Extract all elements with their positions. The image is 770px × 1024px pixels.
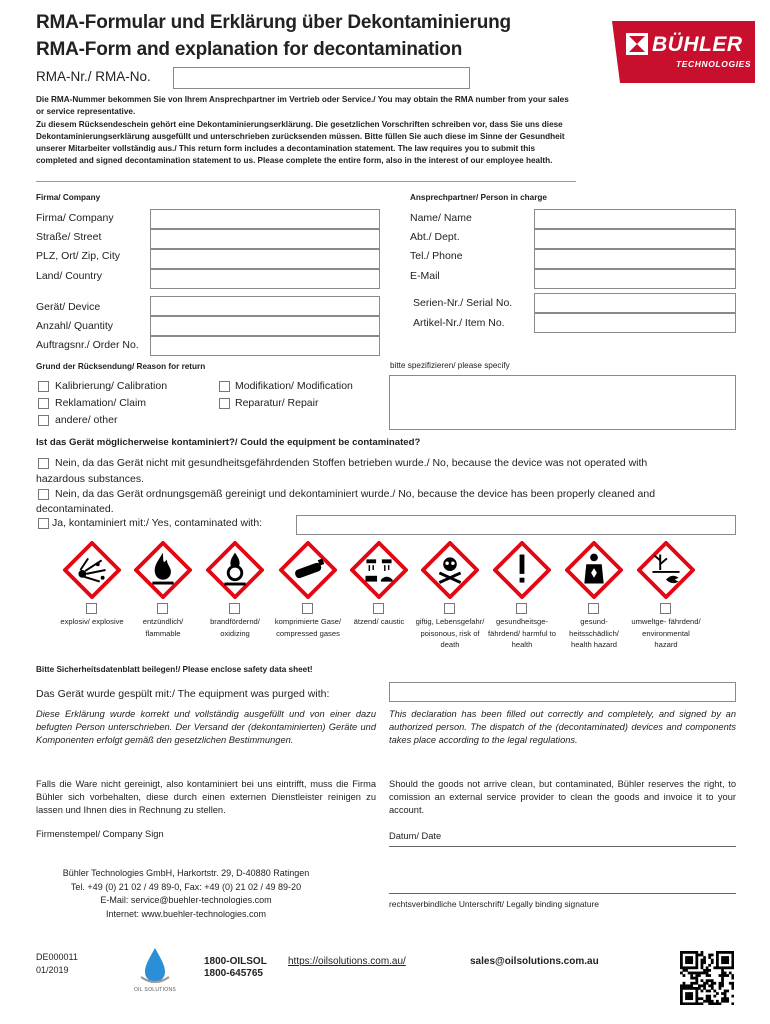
address-line-1: Bühler Technologies GmbH, Harkortstr. 29, D-40880 Ratingen <box>62 868 310 878</box>
address-line-3: E-Mail: service@buehler-technologies.com <box>100 895 272 905</box>
intro-rma-note: Die RMA-Nummer bekommen Sie von Ihrem Ansprechpartner im Vertrieb oder Service./ You may obtain the RMA number from your sales or service representative. <box>36 95 569 116</box>
company-sign-label: Firmenstempel/ Company Sign <box>36 829 164 839</box>
purged-label: Das Gerät wurde gespült mit:/ The equipment was purged with: <box>36 688 330 700</box>
modification-checkbox[interactable] <box>219 381 230 392</box>
cleaned-text-cont: decontaminated. <box>36 503 114 515</box>
claim-checkbox[interactable] <box>38 398 49 409</box>
footer-website-link[interactable]: https://oilsolutions.com.au/ <box>288 956 406 967</box>
dept-input[interactable] <box>534 229 736 249</box>
order-label: Auftragsnr./ Order No. <box>36 339 139 351</box>
claim-label: Reklamation/ Claim <box>55 397 147 409</box>
street-label: Straße/ Street <box>36 231 102 243</box>
email-label: E-Mail <box>410 270 440 282</box>
not-operated-text: Nein, da das Gerät nicht mit gesundheitsgefährdenden Stoffen betrieben wurde./ No, because the device was not operated with <box>55 457 648 469</box>
order-input[interactable] <box>150 336 380 356</box>
other-label: andere/ other <box>55 414 118 426</box>
reason-specify-input[interactable] <box>389 375 736 430</box>
address-line-4: Internet: www.buehler-technologies.com <box>105 908 267 919</box>
title-de: RMA-Formular und Erklärung über Dekontaminierung <box>36 12 511 33</box>
company-heading: Firma/ Company <box>36 193 101 202</box>
hazard-checkbox[interactable] <box>86 603 97 614</box>
title-en: RMA-Form and explanation for decontamination <box>36 39 463 60</box>
phone-block <box>204 956 267 980</box>
logo-name: BÜHLER <box>652 33 743 56</box>
gas-cylinder-icon <box>279 541 337 599</box>
country-input[interactable] <box>150 269 380 289</box>
declaration-en: This declaration has been filled out correctly and completely, and signed by an authorized person. The dispatch of the (decontaminated) devices and components takes place according to the legal regulations. <box>389 709 736 745</box>
footer-phone-2: 1800-645765 <box>204 968 263 979</box>
rma-number-input[interactable] <box>173 67 470 89</box>
company-input[interactable] <box>150 209 380 229</box>
explosive-icon <box>63 541 121 599</box>
doc-id: DE000011 <box>36 952 78 962</box>
rma-label: RMA-Nr./ RMA-No. <box>36 69 151 84</box>
purged-input[interactable] <box>389 682 736 702</box>
hazard-checkbox[interactable] <box>660 603 671 614</box>
date-label: Datum/ Date <box>389 831 442 841</box>
intro-decontamination-note: Zu diesem Rücksendeschein gehört eine Dekontaminierungserklärung. Die gesetzlichen Vorschriften schreiben vor, dass Sie uns diese Dekontaminierungserklärung ausgefüllt und unterschrieben zurücksenden müssen. Bitte füllen Sie auch diese im Sinne der Gesundheit unserer Mitarbeiter vollständig aus./ This return form includes a decontamination statement. The law requires you to submit this completed and signed decontamination statement to us. Please complete the entire form, also in the interest of our employee health. <box>36 120 565 165</box>
hazard-checkbox[interactable] <box>157 603 168 614</box>
contaminated-with-input[interactable] <box>296 515 736 535</box>
health-hazard-icon <box>565 541 623 599</box>
other-checkbox[interactable] <box>38 415 49 426</box>
country-label: Land/ Country <box>36 270 102 282</box>
cleaning-note-en: Should the goods not arrive clean, but contaminated, Bühler reserves the right, to comission an external service provider to clean the goods and invoice it to your account. <box>389 779 736 815</box>
dept-label: Abt./ Dept. <box>410 231 460 243</box>
street-input[interactable] <box>150 229 380 249</box>
footer-phone-1: 1800-OILSOL <box>204 956 267 967</box>
hazard-label: komprimierte Gase/ compressed gases <box>274 617 342 638</box>
quantity-input[interactable] <box>150 316 380 336</box>
calibration-label: Kalibrierung/ Calibration <box>55 380 168 392</box>
serial-input[interactable] <box>534 293 736 313</box>
oil-logo-text: OIL SOLUTIONS <box>133 987 177 993</box>
doc-date: 01/2019 <box>36 965 69 975</box>
phone-input[interactable] <box>534 249 736 269</box>
not-operated-checkbox[interactable] <box>38 458 49 469</box>
sds-note: Bitte Sicherheitsdatenblatt beilegen!/ Please enclose safety data sheet! <box>36 665 313 674</box>
environment-icon <box>637 541 695 599</box>
declaration-de: Diese Erklärung wurde korrekt und vollständig ausgefüllt und von einer dazu befugten Person unterschrieben. Der Versand der (dekontaminierten) Geräte und Komponenten erfolgt gemäß den gesetzlichen Bestimmungen. <box>36 709 376 745</box>
skull-icon <box>421 541 479 599</box>
name-input[interactable] <box>534 209 736 229</box>
hazard-checkbox[interactable] <box>444 603 455 614</box>
signature-line[interactable] <box>389 893 736 894</box>
reason-heading: Grund der Rücksendung/ Reason for return <box>36 362 206 371</box>
qr-code <box>680 951 734 1005</box>
calibration-checkbox[interactable] <box>38 381 49 392</box>
signature-label: rechtsverbindliche Unterschrift/ Legally binding signature <box>389 899 599 909</box>
article-label: Artikel-Nr./ Item No. <box>413 317 505 329</box>
hazard-checkbox[interactable] <box>588 603 599 614</box>
email-input[interactable] <box>534 269 736 289</box>
modification-label: Modifikation/ Modification <box>235 380 353 392</box>
footer-email-link[interactable]: sales@oilsolutions.com.au <box>470 956 599 967</box>
doc-info <box>36 951 78 977</box>
city-input[interactable] <box>150 249 380 269</box>
contaminated-checkbox[interactable] <box>38 518 49 529</box>
date-line <box>389 846 736 847</box>
city-label: PLZ, Ort/ Zip, City <box>36 250 121 262</box>
not-operated-text-cont: hazardous substances. <box>36 473 144 485</box>
hazard-checkbox[interactable] <box>373 603 384 614</box>
cleaned-checkbox[interactable] <box>38 489 49 500</box>
divider <box>36 181 576 182</box>
hazard-label: ätzend/ caustic <box>353 617 405 626</box>
repair-label: Reparatur/ Repair <box>235 397 319 409</box>
address-block <box>36 867 336 921</box>
hazard-label: gesundheitsge- fährdend/ harmful to health <box>488 617 556 649</box>
address-line-2: Tel. +49 (0) 21 02 / 49 89-0, Fax: +49 (0) 21 02 / 49 89-20 <box>70 881 302 892</box>
article-input[interactable] <box>534 313 736 333</box>
company-label: Firma/ Company <box>36 212 114 224</box>
cleaned-text: Nein, da das Gerät ordnungsgemäß gereinigt und dekontaminiert wurde./ No, because the device has been properly cleaned and <box>55 488 656 500</box>
contamination-heading: Ist das Gerät möglicherweise kontaminiert?/ Could the equipment be contaminated? <box>36 437 421 448</box>
hazard-label: umweltge- fährdend/ environmental hazard <box>631 617 701 649</box>
hazard-checkbox[interactable] <box>229 603 240 614</box>
corrosive-icon <box>350 541 408 599</box>
device-input[interactable] <box>150 296 380 316</box>
contaminated-text: Ja, kontaminiert mit:/ Yes, contaminated with: <box>52 517 263 529</box>
device-label: Gerät/ Device <box>36 301 101 313</box>
oxidizing-icon <box>206 541 264 599</box>
hazard-checkbox[interactable] <box>516 603 527 614</box>
cleaning-note-de: Falls die Ware nicht gereinigt, also kontaminiert bei uns eintrifft, muss die Firma Bühler sich vorbehalten, diese durch einen externen Dienstleister reinigen zu lassen und Ihnen dies in Rechnung zu stellen. <box>36 779 376 815</box>
hazard-label: gesund- heitsschädlich/ health hazard <box>569 617 619 649</box>
hazard-label: entzündlich/ flammable <box>142 617 184 638</box>
hazard-label: explosiv/ explosive <box>60 617 124 626</box>
phone-label: Tel./ Phone <box>410 250 463 262</box>
quantity-label: Anzahl/ Quantity <box>36 320 114 332</box>
hazard-label: brandfördernd/ oxidizing <box>210 617 260 638</box>
contact-heading: Ansprechpartner/ Person in charge <box>410 193 547 202</box>
logo-sub: TECHNOLOGIES <box>676 59 752 69</box>
hazard-checkbox[interactable] <box>302 603 313 614</box>
specify-label: bitte spezifizieren/ please specify <box>390 361 510 370</box>
name-label: Name/ Name <box>410 212 472 224</box>
exclamation-icon <box>493 541 551 599</box>
oil-solutions-logo <box>125 945 185 1000</box>
serial-label: Serien-Nr./ Serial No. <box>413 297 513 309</box>
flame-icon <box>134 541 192 599</box>
buehler-logo <box>612 21 755 83</box>
hazard-label: giftig, Lebensgefahr/ poisonous, risk of death <box>415 617 485 649</box>
repair-checkbox[interactable] <box>219 398 230 409</box>
